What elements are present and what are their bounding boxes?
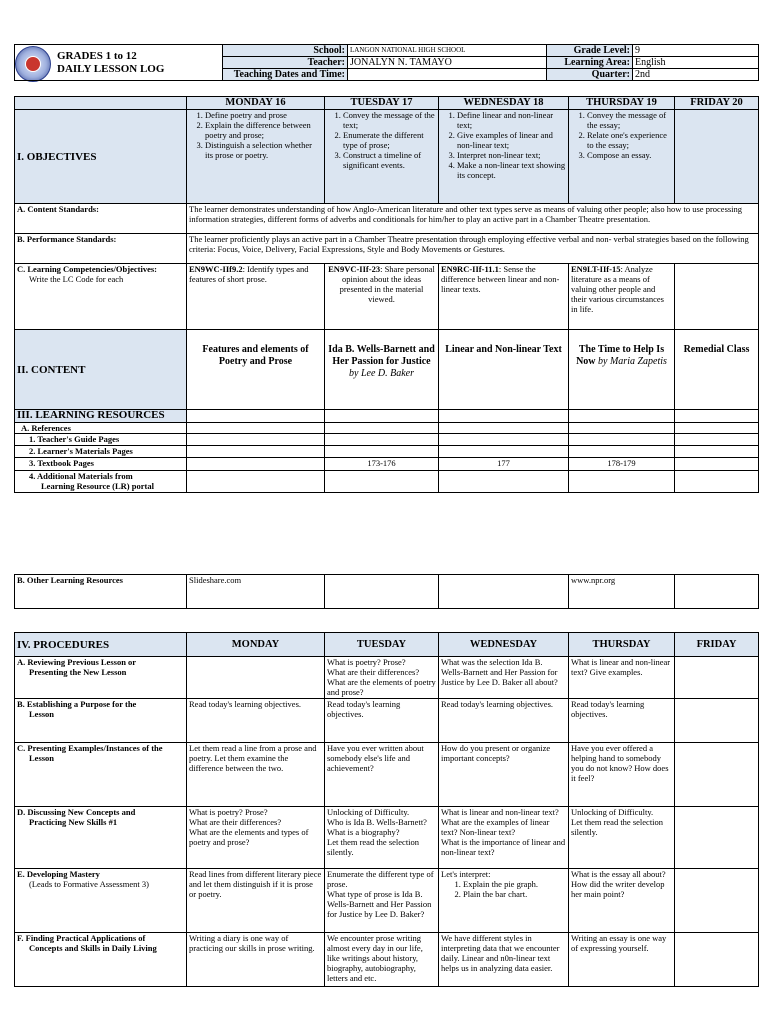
proc-a-thursday: What is linear and non-linear text? Give examples. bbox=[569, 657, 675, 699]
dates-label: Teaching Dates and Time: bbox=[223, 69, 348, 81]
empty-cell bbox=[569, 446, 675, 458]
empty-cell bbox=[675, 471, 759, 493]
proc-b-monday: Read today's learning objectives. bbox=[187, 699, 325, 743]
performance-standards-label: B. Performance Standards: bbox=[15, 234, 187, 264]
day-head-thursday: THURSDAY 19 bbox=[569, 97, 675, 110]
proc-c-label bbox=[15, 743, 187, 807]
lesson-plan-table bbox=[14, 96, 759, 493]
proc-a-tuesday: What is poetry? Prose? What are their differences? What are the elements of poetry and prose? bbox=[325, 657, 439, 699]
content-standards-text: The learner demonstrates understanding of how Anglo-American literature and other text types serve as means of valuing other people; also how to use processing information strategies, different forms of adverbs and conditionals for him/her to play an active part in a Chamber Theatre presentation. bbox=[187, 204, 759, 234]
textbook-pages-tuesday: 173-176 bbox=[325, 458, 439, 471]
empty-cell bbox=[187, 458, 325, 471]
competency-wednesday bbox=[439, 264, 569, 330]
proc-label-line: D. Discussing New Concepts and bbox=[17, 807, 136, 817]
content-tuesday bbox=[325, 330, 439, 410]
interpret-intro: Let's interpret: bbox=[441, 869, 491, 879]
header-table bbox=[14, 44, 759, 81]
proc-f-label bbox=[15, 933, 187, 987]
empty-cell bbox=[325, 575, 439, 609]
objectives-friday bbox=[675, 110, 759, 204]
objective-item: 2. Explain the difference between poetry and prose; bbox=[205, 120, 322, 140]
objective-item: 3. Construct a timeline of significant events. bbox=[343, 150, 436, 170]
proc-e-tuesday: Enumerate the different type of prose. What type of prose is Ida B. Wells-Barnett and Her Passion for Justice by Lee D. Baker? bbox=[325, 869, 439, 933]
performance-standards-text: The learner proficiently plays an active part in a Chamber Theatre presentation through employing effective verbal and non- verbal strategies based on the following criteria: Focus, Voice, Delivery, Facial Expressions, Style and Body Movements or Gestures. bbox=[187, 234, 759, 264]
content-monday: Features and elements of Poetry and Prose bbox=[187, 330, 325, 410]
proc-b-wednesday: Read today's learning objectives. bbox=[439, 699, 569, 743]
content-title-text: The Time to Help Is Now bbox=[576, 344, 665, 367]
proc-c-wednesday: How do you present or organize important concepts? bbox=[439, 743, 569, 807]
empty-cell bbox=[675, 657, 759, 699]
empty-cell bbox=[675, 699, 759, 743]
objectives-thursday bbox=[569, 110, 675, 204]
lc-text: : Sense the difference between linear and non-linear texts. bbox=[441, 264, 560, 294]
empty-cell bbox=[439, 434, 569, 446]
empty-cell bbox=[439, 410, 569, 423]
day-head-friday: FRIDAY 20 bbox=[675, 97, 759, 110]
proc-f-thursday: Writing an essay is one way of expressing yourself. bbox=[569, 933, 675, 987]
proc-label-line: C. Presenting Examples/Instances of the bbox=[17, 743, 163, 753]
competency-thursday bbox=[569, 264, 675, 330]
proc-f-monday: Writing a diary is one way of practicing our skills in prose writing. bbox=[187, 933, 325, 987]
empty-cell bbox=[187, 657, 325, 699]
proc-b-label bbox=[15, 699, 187, 743]
empty-cell bbox=[439, 575, 569, 609]
day-head-wednesday: WEDNESDAY 18 bbox=[439, 97, 569, 110]
proc-b-thursday: Read today's learning objectives. bbox=[569, 699, 675, 743]
objective-item: 3. Distinguish a selection whether its prose or poetry. bbox=[205, 140, 322, 160]
proc-e-label bbox=[15, 869, 187, 933]
content-author: by Lee D. Baker bbox=[349, 368, 414, 379]
lc-code: EN9VC-IIf-23 bbox=[328, 264, 381, 274]
dates-value bbox=[348, 69, 547, 81]
proc-e-thursday: What is the essay all about? How did the writer develop her main point? bbox=[569, 869, 675, 933]
day-head-tuesday: TUESDAY 17 bbox=[325, 97, 439, 110]
empty-cell bbox=[675, 575, 759, 609]
proc-head-wednesday: WEDNESDAY bbox=[439, 633, 569, 657]
empty-cell bbox=[325, 471, 439, 493]
content-author: by Maria Zapetis bbox=[595, 356, 667, 367]
lc-code: EN9WC-IIf9.2 bbox=[189, 264, 243, 274]
empty-cell bbox=[675, 869, 759, 933]
competencies-title: C. Learning Competencies/Objectives: bbox=[17, 264, 157, 274]
objective-item: 1. Define linear and non-linear text; bbox=[457, 110, 566, 130]
teacher-label: Teacher: bbox=[223, 57, 348, 69]
lc-text: : Identify types and features of short prose. bbox=[189, 264, 309, 284]
school-value: LANGON NATIONAL HIGH SCHOOL bbox=[348, 45, 547, 57]
objective-item: 1. Convey the message of the essay; bbox=[587, 110, 672, 130]
objective-item: 3. Compose an essay. bbox=[587, 150, 672, 160]
content-title-text: Ida B. Wells-Barnett and Her Passion for Justice bbox=[328, 344, 435, 367]
proc-d-tuesday: Unlocking of Difficulty. Who is Ida B. Wells-Barnett? What is a biography? Let them read the selection silently. bbox=[325, 807, 439, 869]
empty-cell bbox=[187, 446, 325, 458]
proc-label-line: (Leads to Formative Assessment 3) bbox=[29, 879, 149, 889]
quarter-label: Quarter: bbox=[547, 69, 633, 81]
teacher-value: JONALYN N. TAMAYO bbox=[348, 57, 547, 69]
other-resources-label: B. Other Learning Resources bbox=[15, 575, 187, 609]
proc-e-wednesday bbox=[439, 869, 569, 933]
lc-code: EN9LT-IIf-15 bbox=[571, 264, 621, 274]
proc-label-line: E. Developing Mastery bbox=[17, 869, 100, 879]
empty-cell bbox=[187, 471, 325, 493]
proc-label-line: F. Finding Practical Applications of bbox=[17, 933, 146, 943]
competencies-label bbox=[15, 264, 187, 330]
empty-cell bbox=[675, 434, 759, 446]
competencies-sublabel: Write the LC Code for each bbox=[29, 274, 124, 284]
other-resources-thursday: www.npr.org bbox=[569, 575, 675, 609]
objective-item: 1. Convey the message of the text; bbox=[343, 110, 436, 130]
proc-d-monday: What is poetry? Prose? What are their differences? What are the elements and types of poetry and prose? bbox=[187, 807, 325, 869]
proc-d-wednesday: What is linear and non-linear text? What are the examples of linear text? Non-linear text? What is the importance of linear and non-linear text? bbox=[439, 807, 569, 869]
lc-text: : Share personal opinion about the ideas presented in the material viewed. bbox=[339, 264, 435, 304]
proc-f-wednesday: We have different styles in interpreting data that we encounter daily. Linear and n0n-linear text helps us in analyzing data easier. bbox=[439, 933, 569, 987]
objective-item: 2. Give examples of linear and non-linear text; bbox=[457, 130, 566, 150]
title-line2: DAILY LESSON LOG bbox=[57, 62, 165, 75]
empty-cell bbox=[569, 434, 675, 446]
school-label: School: bbox=[223, 45, 348, 57]
additional-materials-label bbox=[15, 471, 187, 493]
area-label: Learning Area: bbox=[547, 57, 633, 69]
empty-cell bbox=[439, 423, 569, 434]
empty-cell bbox=[675, 446, 759, 458]
content-standards-label: A. Content Standards: bbox=[15, 204, 187, 234]
objective-item: 2. Relate one's experience to the essay; bbox=[587, 130, 672, 150]
content-label: II. CONTENT bbox=[15, 330, 187, 410]
textbook-pages-label: 3. Textbook Pages bbox=[15, 458, 187, 471]
references-label: A. References bbox=[15, 423, 187, 434]
quarter-value: 2nd bbox=[633, 69, 759, 81]
teachers-guide-label: 1. Teacher's Guide Pages bbox=[15, 434, 187, 446]
proc-c-thursday: Have you ever offered a helping hand to somebody you do not know? How does it feel? bbox=[569, 743, 675, 807]
proc-a-label bbox=[15, 657, 187, 699]
proc-e-monday: Read lines from different literary piece and let them distinguish if it is prose or poetry. bbox=[187, 869, 325, 933]
empty-cell bbox=[439, 471, 569, 493]
proc-d-thursday: Unlocking of Difficulty. Let them read the selection silently. bbox=[569, 807, 675, 869]
competency-friday bbox=[675, 264, 759, 330]
empty-cell bbox=[675, 807, 759, 869]
additional-line2: Learning Resource (LR) portal bbox=[41, 481, 154, 491]
proc-label-line: A. Reviewing Previous Lesson or bbox=[17, 657, 137, 667]
grade-label: Grade Level: bbox=[547, 45, 633, 57]
other-resources-monday: Slideshare.com bbox=[187, 575, 325, 609]
area-value: English bbox=[633, 57, 759, 69]
empty-cell bbox=[187, 434, 325, 446]
empty-cell bbox=[439, 446, 569, 458]
resources-label: III. LEARNING RESOURCES bbox=[15, 410, 187, 423]
competency-monday bbox=[187, 264, 325, 330]
proc-label-line: Concepts and Skills in Daily Living bbox=[29, 943, 157, 953]
additional-line1: 4. Additional Materials from bbox=[29, 471, 133, 481]
objective-item: 4. Make a non-linear text showing its concept. bbox=[457, 160, 566, 180]
objective-item: 1. Define poetry and prose bbox=[205, 110, 322, 120]
proc-label-line: Lesson bbox=[29, 753, 55, 763]
empty-cell bbox=[675, 458, 759, 471]
procedures-table bbox=[14, 632, 759, 987]
interpret-item: 1. Explain the pie graph. bbox=[463, 879, 566, 889]
proc-c-tuesday: Have you ever written about somebody else's life and achievement? bbox=[325, 743, 439, 807]
learners-materials-label: 2. Learner's Materials Pages bbox=[15, 446, 187, 458]
proc-c-monday: Let them read a line from a prose and poetry. Let them examine the difference between the two. bbox=[187, 743, 325, 807]
textbook-pages-thursday: 178-179 bbox=[569, 458, 675, 471]
objectives-tuesday bbox=[325, 110, 439, 204]
procedures-label: IV. PROCEDURES bbox=[15, 633, 187, 657]
proc-label-line: Lesson bbox=[29, 709, 55, 719]
objectives-wednesday bbox=[439, 110, 569, 204]
empty-cell bbox=[325, 410, 439, 423]
proc-a-wednesday: What was the selection Ida B. Wells-Barnett and Her Passion for Justice by Lee D. Baker all about? bbox=[439, 657, 569, 699]
empty-cell bbox=[675, 933, 759, 987]
proc-head-friday: FRIDAY bbox=[675, 633, 759, 657]
empty-cell bbox=[569, 410, 675, 423]
content-friday: Remedial Class bbox=[675, 330, 759, 410]
empty-cell bbox=[325, 423, 439, 434]
content-wednesday: Linear and Non-linear Text bbox=[439, 330, 569, 410]
proc-head-tuesday: TUESDAY bbox=[325, 633, 439, 657]
proc-head-monday: MONDAY bbox=[187, 633, 325, 657]
title-line1: GRADES 1 to 12 bbox=[57, 49, 137, 62]
empty-cell bbox=[325, 434, 439, 446]
empty-cell bbox=[675, 743, 759, 807]
empty-cell bbox=[187, 410, 325, 423]
empty-cell bbox=[569, 471, 675, 493]
proc-label-line: Practicing New Skills #1 bbox=[29, 817, 118, 827]
objective-item: 3. Interpret non-linear text; bbox=[457, 150, 566, 160]
empty-cell bbox=[675, 410, 759, 423]
content-thursday bbox=[569, 330, 675, 410]
proc-d-label bbox=[15, 807, 187, 869]
corner-cell bbox=[15, 97, 187, 110]
empty-cell bbox=[569, 423, 675, 434]
proc-label-line: Presenting the New Lesson bbox=[29, 667, 127, 677]
empty-cell bbox=[675, 423, 759, 434]
objective-item: 2. Enumerate the different type of prose; bbox=[343, 130, 436, 150]
lc-text: : Analyze literature as a means of valuing other people and their various circumstances in life. bbox=[571, 264, 664, 314]
textbook-pages-wednesday: 177 bbox=[439, 458, 569, 471]
empty-cell bbox=[187, 423, 325, 434]
proc-head-thursday: THURSDAY bbox=[569, 633, 675, 657]
interpret-item: 2. Plain the bar chart. bbox=[463, 889, 566, 899]
day-head-monday: MONDAY 16 bbox=[187, 97, 325, 110]
proc-label-line: B. Establishing a Purpose for the bbox=[17, 699, 137, 709]
proc-f-tuesday: We encounter prose writing almost every day in our life, like writings about history, biography, autobiography, letters and etc. bbox=[325, 933, 439, 987]
dll-title bbox=[15, 45, 223, 81]
objectives-monday bbox=[187, 110, 325, 204]
objectives-label: I. OBJECTIVES bbox=[15, 110, 187, 204]
proc-b-tuesday: Read today's learning objectives. bbox=[325, 699, 439, 743]
other-resources-table bbox=[14, 574, 759, 609]
lc-code: EN9RC-IIf-11.1 bbox=[441, 264, 499, 274]
grade-value: 9 bbox=[633, 45, 759, 57]
empty-cell bbox=[325, 446, 439, 458]
competency-tuesday bbox=[325, 264, 439, 330]
